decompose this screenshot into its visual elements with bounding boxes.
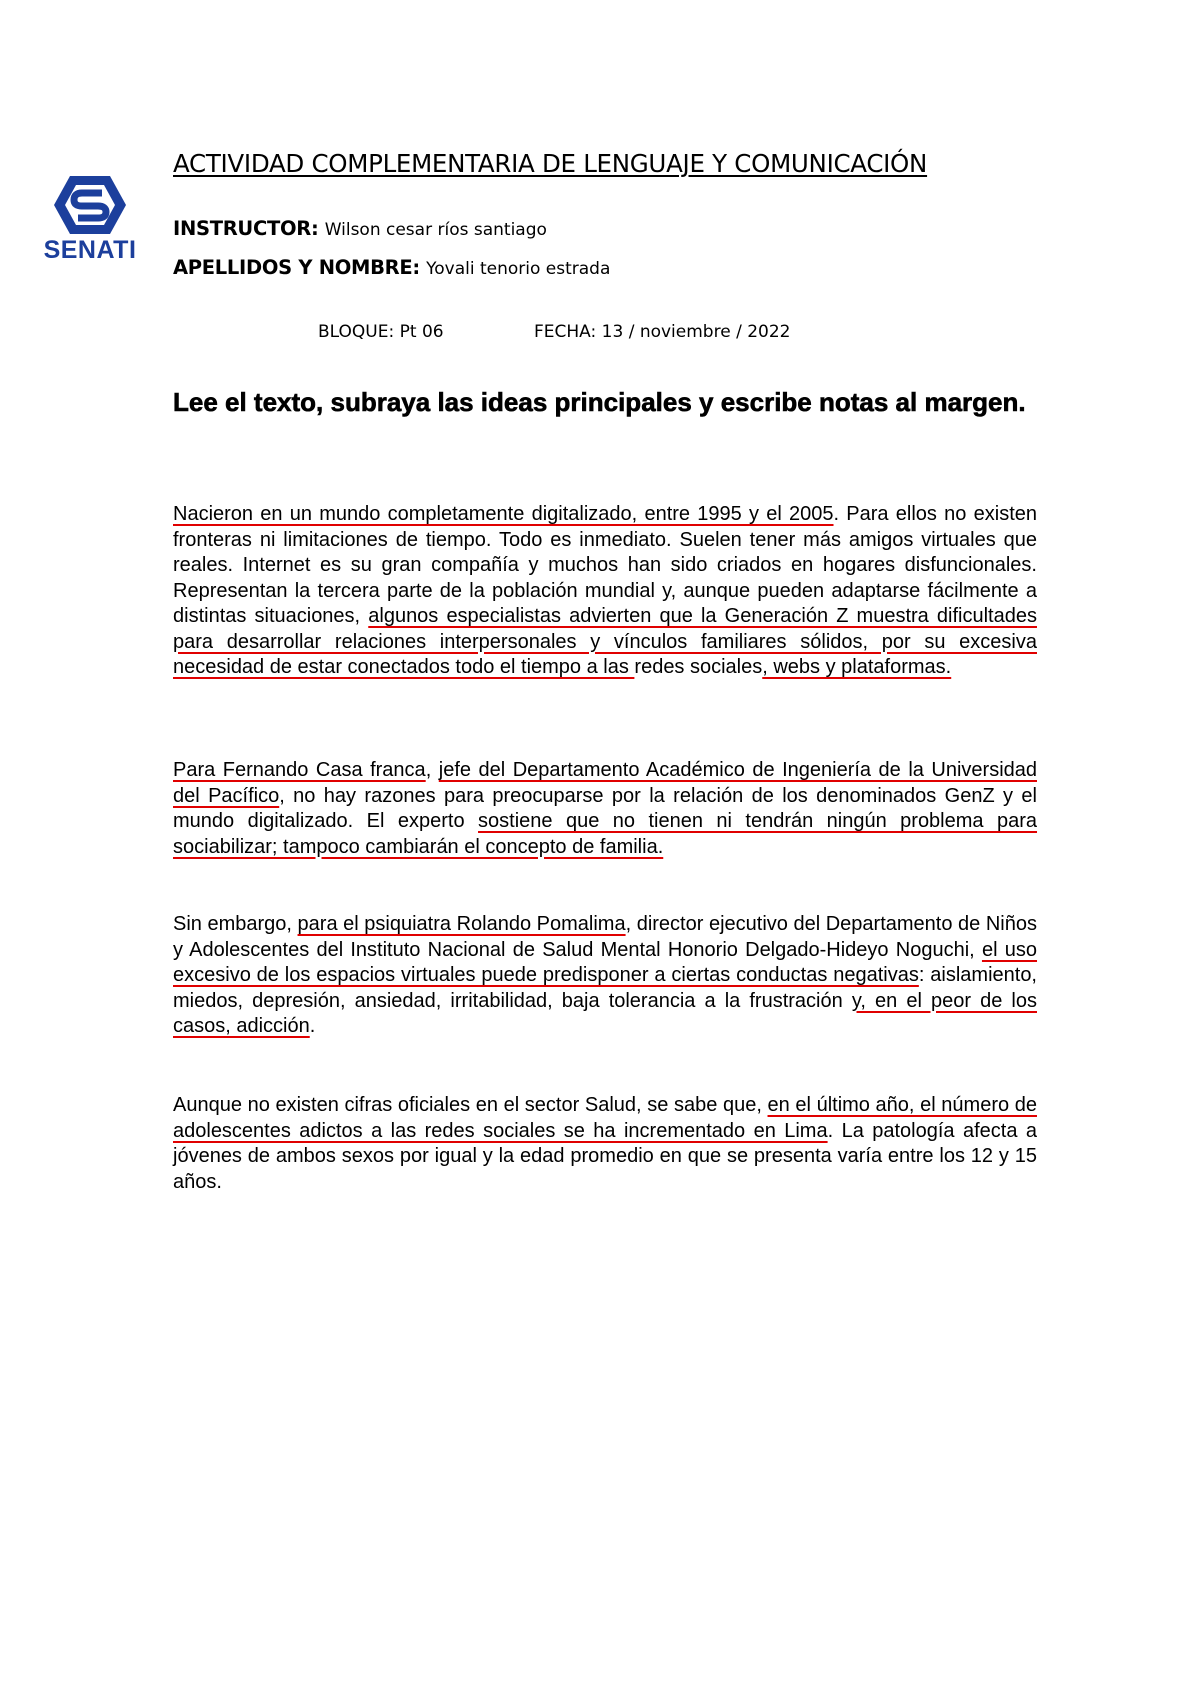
- page-title: ACTIVIDAD COMPLEMENTARIA DE LENGUAJE Y COMUNICACIÓN: [173, 149, 928, 178]
- fecha-value: 13 / noviembre / 2022: [601, 322, 791, 342]
- body-text: : aislamiento, miedos, depresión, ansiedad, irritabilidad, baja tolerancia a la frustración: [173, 964, 1037, 1012]
- senati-s-logo-icon: [32, 170, 148, 240]
- underlined-text: en el último año, el número de adolescentes adictos a las redes sociales se ha incrementado en Lima: [173, 1094, 1037, 1142]
- body-text: Sin embargo,: [173, 913, 298, 935]
- underlined-text: Para Fernando Casa franca: [173, 759, 426, 781]
- student-label: APELLIDOS Y NOMBRE: [173, 256, 413, 279]
- fecha-label: FECHA: [534, 322, 591, 342]
- body-text: . Para ellos no existen fronteras ni limitaciones de tiempo. Todo es inmediato. Suelen tener más amigos virtuales que reales. Internet es su gran compañía y muchos han sido criados en hogares disfuncionales. Representan la tercera parte de la población mundial y, aunque pueden adaptarse fácilmente a distintas situaciones,: [173, 503, 1037, 627]
- bloque-label: BLOQUE: [318, 322, 389, 342]
- underlined-text: y, en el peor de los casos, adicción: [173, 989, 1037, 1037]
- bloque-field: [318, 322, 444, 342]
- body-text: , no hay razones para preocuparse por la relación de los denominados GenZ y el mundo digitalizado. El experto: [173, 784, 1038, 832]
- paragraph-1: [173, 502, 1037, 681]
- bloque-separator: :: [388, 322, 395, 342]
- body-text: .: [309, 1015, 316, 1037]
- underlined-text: , webs y plataformas.: [762, 656, 952, 678]
- instructor-separator: :: [310, 217, 319, 240]
- instructor-field: [173, 217, 547, 240]
- body-text: Aunque no existen cifras oficiales en el sector Salud, se sabe que,: [173, 1094, 768, 1116]
- student-separator: :: [412, 256, 420, 279]
- underlined-text: algunos especialistas advierten que la Generación Z muestra dificultades para desarrollar relaciones interpersonales y vínculos familiares sólidos, por su excesiva necesidad de estar conectados todo el tiempo a las: [173, 605, 1037, 678]
- instructor-value: Wilson cesar ríos santiago: [324, 220, 547, 240]
- student-field: [173, 256, 610, 279]
- instructor-label: INSTRUCTOR: [173, 217, 311, 240]
- underlined-text: para el psiquiatra Rolando Pomalima: [297, 913, 626, 935]
- underlined-text: jefe del Departamento Académico de Ingeniería de la Universidad del Pacífico: [173, 759, 1037, 807]
- paragraph-2: [173, 758, 1037, 860]
- student-value: Yovali tenorio estrada: [426, 259, 611, 279]
- paragraph-3: [173, 912, 1037, 1040]
- logo-wordmark: SENATI: [43, 236, 137, 264]
- senati-logo: [32, 170, 148, 270]
- underlined-text: Nacieron en un mundo completamente digitalizado, entre 1995 y el 2005: [173, 503, 834, 525]
- paragraph-4: [173, 1093, 1037, 1195]
- underlined-text: el uso excesivo de los espacios virtuales puede predisponer a ciertas conductas negativas: [173, 938, 1038, 986]
- bloque-value: Pt 06: [399, 322, 444, 342]
- body-text: ,: [425, 759, 439, 781]
- fecha-field: [534, 322, 790, 342]
- body-text: redes sociales: [634, 656, 763, 678]
- fecha-separator: :: [590, 322, 597, 342]
- underlined-text: sostiene que no tienen ni tendrán ningún problema para sociabilizar; tampoco cambiarán el concepto de familia.: [173, 810, 1038, 858]
- instruction-heading: Lee el texto, subraya las ideas principales y escribe notas al margen.: [173, 387, 1026, 417]
- body-text: . La patología afecta a jóvenes de ambos sexos por igual y la edad promedio en que se presenta varía entre los 12 y 15 años.: [173, 1119, 1037, 1193]
- body-text: , director ejecutivo del Departamento de Niños y Adolescentes del Instituto Nacional de Salud Mental Honorio Delgado-Hideyo Noguchi,: [173, 913, 1037, 961]
